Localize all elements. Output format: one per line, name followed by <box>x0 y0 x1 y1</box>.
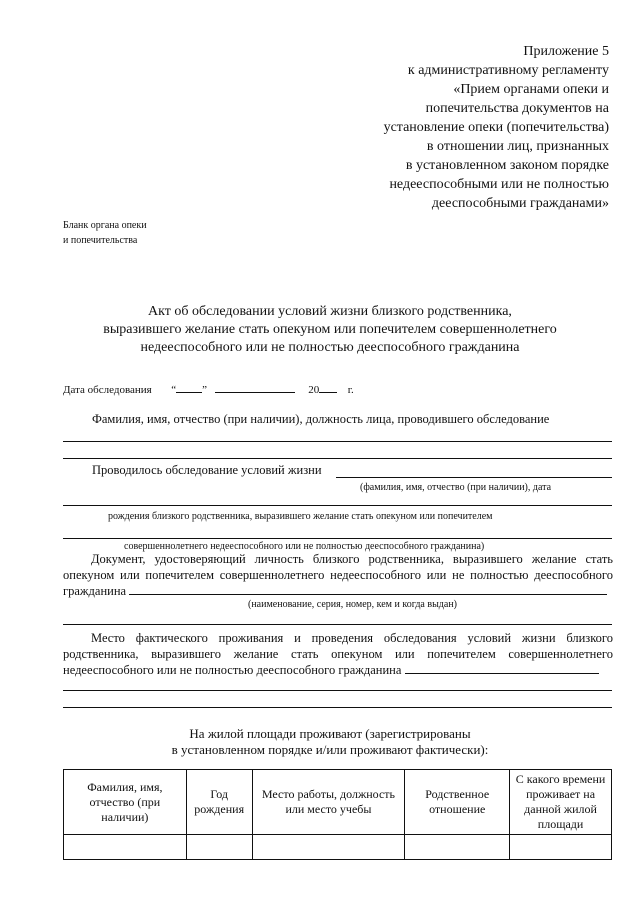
day-field[interactable] <box>176 381 202 393</box>
year-prefix: 20 <box>308 384 320 396</box>
date-open-quote: “ <box>171 384 177 396</box>
header-full-name: Фамилия, имя, отчество (при наличии) <box>64 770 187 835</box>
appendix-line: недееспособными или не полностью <box>389 177 609 192</box>
identity-document-line-2[interactable] <box>63 624 612 625</box>
identity-document-text: Документ, удостоверяющий личность близкого родственника, выразившего желание стать опекуном или попечителем совершеннолетнего недееспособного или не полностью дееспособного гражданина <box>63 552 613 598</box>
examination-name-line[interactable] <box>336 477 612 478</box>
date-label: Дата обследования <box>63 384 152 396</box>
year-field[interactable] <box>319 381 337 393</box>
appendix-line: в установленном законом порядке <box>405 158 609 173</box>
examination-line-3[interactable] <box>63 538 612 539</box>
living-space-line: На жилой площади проживают (зарегистрированы <box>189 726 471 741</box>
residence-line[interactable] <box>405 663 599 674</box>
table-cell[interactable] <box>186 835 252 860</box>
act-title-line: недееспособного или не полностью дееспособного гражданина <box>140 340 520 355</box>
residents-table <box>63 769 612 860</box>
living-space-line: в установленном порядке и/или проживают фактически): <box>171 742 489 757</box>
table-cell[interactable] <box>64 835 187 860</box>
month-field[interactable] <box>215 381 295 393</box>
appendix-line: «Прием органами опеки и <box>453 82 609 97</box>
header-workplace: Место работы, должность или место учебы <box>252 770 405 835</box>
appendix-line: дееспособными гражданами» <box>431 196 609 211</box>
appendix-line: установление опеки (попечительства) <box>383 120 609 135</box>
residence-text: Место фактического проживания и проведения обследования условий жизни близкого родственника, выразившего желание стать опекуном или попечителем совершеннолетнего недееспособного или не полностью дееспособного гражданина <box>63 631 613 677</box>
inspector-line-2[interactable] <box>63 458 612 459</box>
identity-document-line[interactable] <box>129 584 607 595</box>
table-cell[interactable] <box>252 835 405 860</box>
act-title <box>60 303 600 357</box>
appendix-line: Приложение 5 <box>523 44 609 59</box>
identity-document-paragraph <box>63 551 613 599</box>
examination-label: Проводилось обследование условий жизни <box>92 463 322 477</box>
residence-line-3[interactable] <box>63 707 612 708</box>
blank-label-line: и попечительства <box>63 235 138 246</box>
act-title-line: Акт об обследовании условий жизни близкого родственника, <box>148 304 512 319</box>
residence-paragraph <box>63 630 613 678</box>
inspector-line-1[interactable] <box>63 441 612 442</box>
year-suffix: г. <box>347 384 354 396</box>
inspection-date-row <box>63 381 354 396</box>
table-cell[interactable] <box>510 835 612 860</box>
date-close-quote: ” <box>202 384 208 396</box>
header-residence-since: С какого времени проживает на данной жилой площади <box>510 770 612 835</box>
identity-document-caption: (наименование, серия, номер, кем и когда выдан) <box>248 599 457 610</box>
appendix-header <box>309 42 609 213</box>
inspector-label: Фамилия, имя, отчество (при наличии), должность лица, проводившего обследование <box>92 412 550 426</box>
act-title-line: выразившего желание стать опекуном или попечителем совершеннолетнего <box>103 322 557 337</box>
examination-caption-2: рождения близкого родственника, выразившего желание стать опекуном или попечителем <box>108 511 493 522</box>
table-cell[interactable] <box>405 835 510 860</box>
residence-line-2[interactable] <box>63 690 612 691</box>
examination-caption-3: совершеннолетнего недееспособного или не полностью дееспособного гражданина) <box>124 541 485 552</box>
appendix-line: в отношении лиц, признанных <box>426 139 609 154</box>
header-relationship: Родственное отношение <box>405 770 510 835</box>
examination-line-2[interactable] <box>63 505 612 506</box>
header-birth-year: Год рождения <box>186 770 252 835</box>
living-space-heading <box>60 726 600 758</box>
appendix-line: попечительства документов на <box>425 101 609 116</box>
appendix-line: к административному регламенту <box>407 63 609 78</box>
blank-label-line: Бланк органа опеки <box>63 220 147 231</box>
table-header-row <box>64 770 612 835</box>
table-row <box>64 835 612 860</box>
guardianship-blank-label <box>63 218 147 248</box>
examination-caption-1: (фамилия, имя, отчество (при наличии), дата <box>360 482 552 493</box>
